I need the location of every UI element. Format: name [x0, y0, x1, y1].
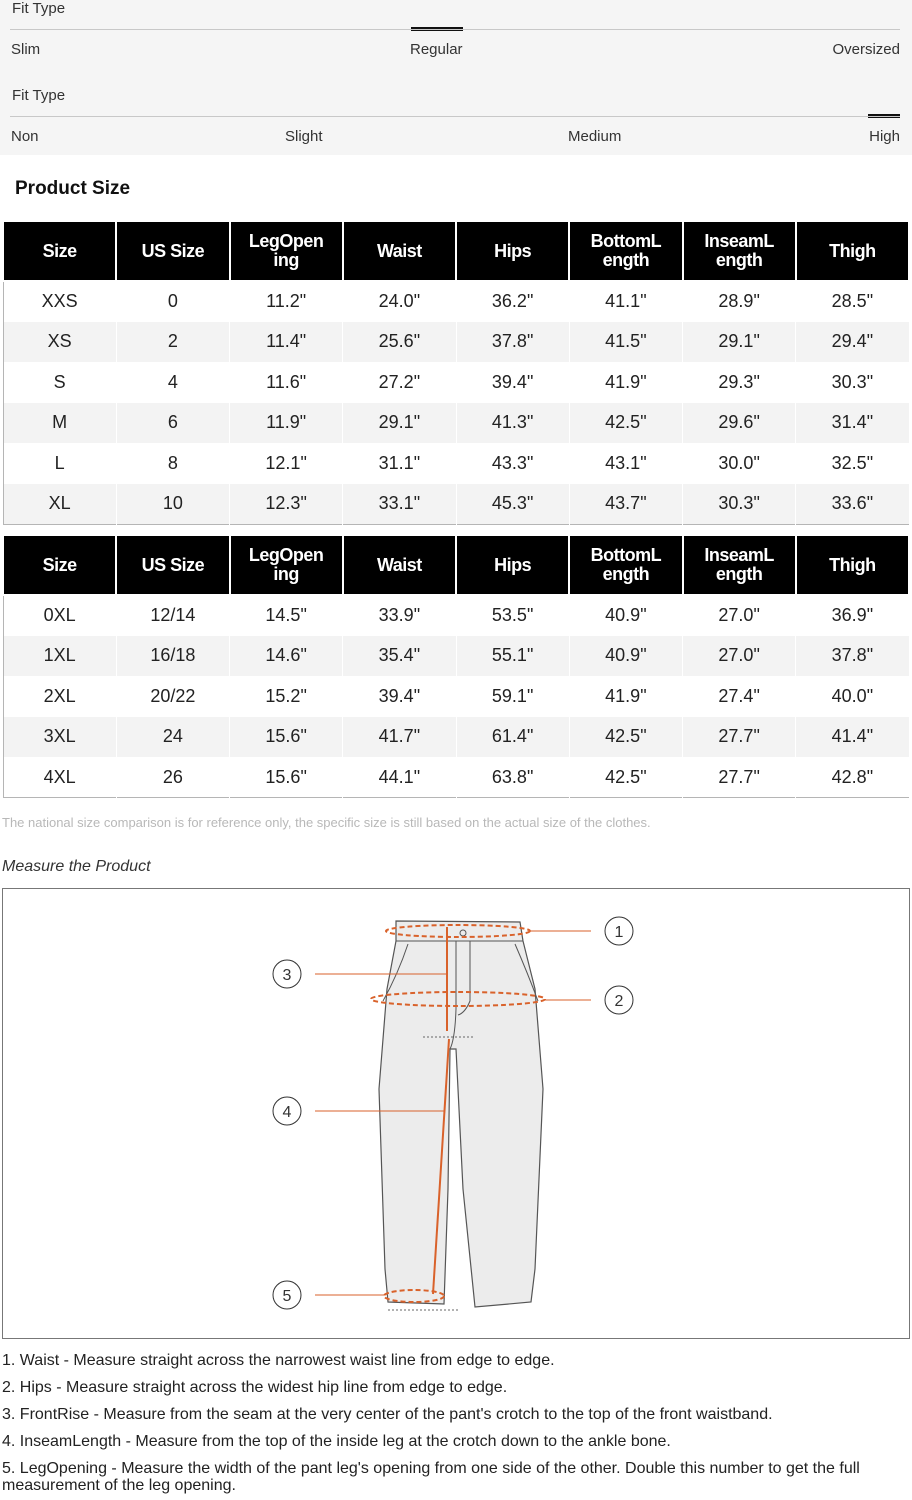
table-cell: 36.9": [796, 595, 909, 636]
table-cell: 42.5": [569, 403, 682, 444]
table-cell: 29.1": [683, 322, 796, 363]
table-cell: 27.2": [343, 362, 456, 403]
table-cell: 25.6": [343, 322, 456, 363]
marker-4-label: 4: [282, 1104, 292, 1121]
table-cell: 33.9": [343, 595, 456, 636]
column-header: BottomL ength: [569, 535, 682, 595]
table-cell: 28.9": [683, 281, 796, 322]
column-header: Hips: [456, 221, 569, 281]
table-cell: 24: [116, 717, 229, 758]
column-header: Waist: [343, 221, 456, 281]
table-row: [3, 484, 909, 525]
table-cell: 37.8": [796, 636, 909, 677]
table-cell: 41.9": [569, 362, 682, 403]
table-cell: 6: [116, 403, 229, 444]
table-cell: 14.6": [230, 636, 343, 677]
table-cell: 41.7": [343, 717, 456, 758]
table-cell: 40.9": [569, 636, 682, 677]
fit-label-slight: Slight: [285, 128, 323, 145]
table-cell: 29.1": [343, 403, 456, 444]
instruction-front-rise: 3. FrontRise - Measure from the seam at the very center of the pant's crotch to the top of the front waistband.: [2, 1406, 773, 1423]
table-cell: 61.4": [456, 717, 569, 758]
table-cell: 35.4": [343, 636, 456, 677]
table-row: [3, 322, 909, 363]
column-header: Thigh: [796, 221, 909, 281]
table-cell: 2: [116, 322, 229, 363]
table-cell: 36.2": [456, 281, 569, 322]
column-header: LegOpen ing: [230, 221, 343, 281]
table-header-row: [3, 221, 909, 281]
marker-5-label: 5: [282, 1288, 292, 1305]
table-cell: 41.5": [569, 322, 682, 363]
marker-3: [273, 960, 301, 988]
fit-label-medium: Medium: [568, 128, 622, 145]
fit-label-slim: Slim: [11, 41, 41, 58]
table-cell: 11.9": [230, 403, 343, 444]
table-cell: M: [3, 403, 116, 444]
table-cell: 31.4": [796, 403, 909, 444]
column-header: Waist: [343, 535, 456, 595]
table-cell: 8: [116, 443, 229, 484]
table-row: [3, 676, 909, 717]
table-cell: 30.0": [683, 443, 796, 484]
column-header: US Size: [116, 535, 229, 595]
table-cell: 43.1": [569, 443, 682, 484]
measure-title: Measure the Product: [2, 858, 151, 875]
table-cell: 4XL: [3, 757, 116, 798]
column-header: Thigh: [796, 535, 909, 595]
table-cell: 63.8": [456, 757, 569, 798]
table-cell: 27.0": [683, 595, 796, 636]
fit-label-non: Non: [11, 128, 39, 145]
table-row: [3, 717, 909, 758]
table-cell: 27.4": [683, 676, 796, 717]
table-cell: 40.0": [796, 676, 909, 717]
marker-1-label: 1: [614, 924, 624, 941]
fit-label-oversized: Oversized: [832, 41, 900, 58]
table-cell: 10: [116, 484, 229, 525]
table-cell: L: [3, 443, 116, 484]
table-row: [3, 281, 909, 322]
column-header: Size: [3, 535, 116, 595]
table-row: [3, 595, 909, 636]
instruction-waist: 1. Waist - Measure straight across the narrowest waist line from edge to edge.: [2, 1352, 555, 1369]
table-row: [3, 443, 909, 484]
size-table-regular: [2, 220, 910, 525]
marker-4: [273, 1097, 301, 1125]
table-cell: 11.2": [230, 281, 343, 322]
table-cell: XXS: [3, 281, 116, 322]
table-cell: 27.7": [683, 717, 796, 758]
table-cell: 28.5": [796, 281, 909, 322]
fit-scale-line: [10, 116, 900, 117]
table-cell: 41.9": [569, 676, 682, 717]
table-cell: 31.1": [343, 443, 456, 484]
marker-1: [605, 917, 633, 945]
marker-2: [605, 986, 633, 1014]
column-header: InseamL ength: [683, 221, 796, 281]
table-row: [3, 757, 909, 798]
table-cell: 16/18: [116, 636, 229, 677]
table-cell: 14.5": [230, 595, 343, 636]
table-cell: 11.4": [230, 322, 343, 363]
table-cell: 39.4": [343, 676, 456, 717]
table-cell: 15.2": [230, 676, 343, 717]
table-row: [3, 403, 909, 444]
table-row: [3, 362, 909, 403]
fit-label-high: High: [869, 128, 900, 145]
table-cell: 2XL: [3, 676, 116, 717]
marker-3-label: 3: [282, 967, 292, 984]
fit-label-regular: Regular: [410, 41, 463, 58]
table-cell: 43.3": [456, 443, 569, 484]
table-cell: 43.7": [569, 484, 682, 525]
column-header: Hips: [456, 535, 569, 595]
table-cell: 12.3": [230, 484, 343, 525]
table-cell: 29.3": [683, 362, 796, 403]
pants-diagram: [3, 889, 909, 1338]
table-cell: 30.3": [796, 362, 909, 403]
table-cell: 41.1": [569, 281, 682, 322]
table-cell: 26: [116, 757, 229, 798]
table-cell: 44.1": [343, 757, 456, 798]
table-cell: 32.5": [796, 443, 909, 484]
column-header: Size: [3, 221, 116, 281]
table-cell: 30.3": [683, 484, 796, 525]
table-cell: 0XL: [3, 595, 116, 636]
table-cell: S: [3, 362, 116, 403]
table-cell: 12/14: [116, 595, 229, 636]
table-cell: XS: [3, 322, 116, 363]
table-cell: 20/22: [116, 676, 229, 717]
table-cell: 1XL: [3, 636, 116, 677]
table-cell: 15.6": [230, 717, 343, 758]
column-header: US Size: [116, 221, 229, 281]
table-cell: 11.6": [230, 362, 343, 403]
table-cell: 39.4": [456, 362, 569, 403]
instruction-leg-opening: 5. LegOpening - Measure the width of the pant leg's opening from one side of the other. Double this number to get the full measurement of the leg opening.: [2, 1460, 860, 1494]
instruction-inseam: 4. InseamLength - Measure from the top of the inside leg at the crotch down to the ankle bone.: [2, 1433, 671, 1450]
table-cell: 0: [116, 281, 229, 322]
table-cell: 41.4": [796, 717, 909, 758]
table-cell: 29.4": [796, 322, 909, 363]
table-cell: 59.1": [456, 676, 569, 717]
table-cell: 45.3": [456, 484, 569, 525]
table-cell: 53.5": [456, 595, 569, 636]
marker-5: [273, 1281, 301, 1309]
table-cell: 15.6": [230, 757, 343, 798]
table-cell: 42.5": [569, 717, 682, 758]
table-cell: 12.1": [230, 443, 343, 484]
table-cell: 33.1": [343, 484, 456, 525]
fit-scale-line: [10, 29, 900, 30]
column-header: LegOpen ing: [230, 535, 343, 595]
measure-instructions: [2, 1352, 910, 1500]
table-cell: 24.0": [343, 281, 456, 322]
product-size-title: Product Size: [15, 178, 131, 199]
table-cell: 33.6": [796, 484, 909, 525]
table-cell: 29.6": [683, 403, 796, 444]
marker-2-label: 2: [614, 993, 624, 1010]
fit-scale-title: Fit Type: [12, 87, 66, 104]
table-cell: 4: [116, 362, 229, 403]
table-cell: 42.8": [796, 757, 909, 798]
fit-scale-title: Fit Type: [12, 0, 66, 17]
table-header-row: [3, 535, 909, 595]
table-row: [3, 636, 909, 677]
table-cell: 27.7": [683, 757, 796, 798]
table-cell: 40.9": [569, 595, 682, 636]
table-cell: 27.0": [683, 636, 796, 677]
instruction-hips: 2. Hips - Measure straight across the widest hip line from edge to edge.: [2, 1379, 508, 1396]
measure-diagram: [2, 888, 910, 1339]
size-note: The national size comparison is for reference only, the specific size is still based on the actual size of the clothes.: [2, 815, 651, 830]
table-cell: 55.1": [456, 636, 569, 677]
table-cell: 3XL: [3, 717, 116, 758]
table-cell: 41.3": [456, 403, 569, 444]
fit-type-panel: [0, 0, 912, 155]
table-cell: XL: [3, 484, 116, 525]
pants-outline: [379, 921, 543, 1307]
table-cell: 37.8": [456, 322, 569, 363]
table-cell: 42.5": [569, 757, 682, 798]
column-header: InseamL ength: [683, 535, 796, 595]
size-table-plus: [2, 534, 910, 798]
column-header: BottomL ength: [569, 221, 682, 281]
